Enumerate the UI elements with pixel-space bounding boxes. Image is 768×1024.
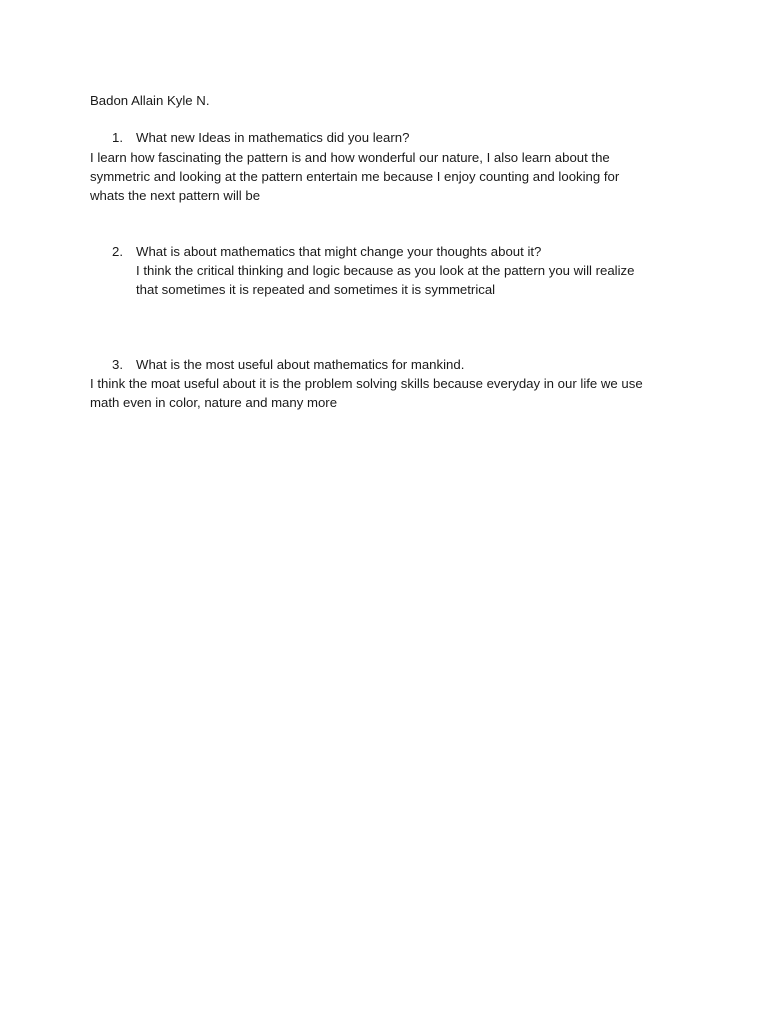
author-name: Badon Allain Kyle N. xyxy=(90,93,210,108)
question-3-text: What is the most useful about mathematics for mankind. xyxy=(136,357,465,372)
answer-2-line-2: that sometimes it is repeated and sometimes it is symmetrical xyxy=(136,282,496,297)
answer-3-line-2: math even in color, nature and many more xyxy=(90,395,338,410)
question-3-number: 3. xyxy=(112,357,123,372)
answer-1-line-3: whats the next pattern will be xyxy=(90,188,261,203)
answer-1-line-2: symmetric and looking at the pattern entertain me because I enjoy counting and looking for xyxy=(90,169,620,184)
question-1-number: 1. xyxy=(112,130,123,145)
answer-3-line-1: I think the moat useful about it is the problem solving skills because everyday in our life we use xyxy=(90,376,643,391)
question-2-number: 2. xyxy=(112,244,123,259)
answer-1-line-1: I learn how fascinating the pattern is and how wonderful our nature, I also learn about the xyxy=(90,150,610,165)
question-1-text: What new Ideas in mathematics did you learn? xyxy=(136,130,410,145)
question-2-text: What is about mathematics that might change your thoughts about it? xyxy=(136,244,542,259)
answer-2-line-1: I think the critical thinking and logic because as you look at the pattern you will realize xyxy=(136,263,635,278)
